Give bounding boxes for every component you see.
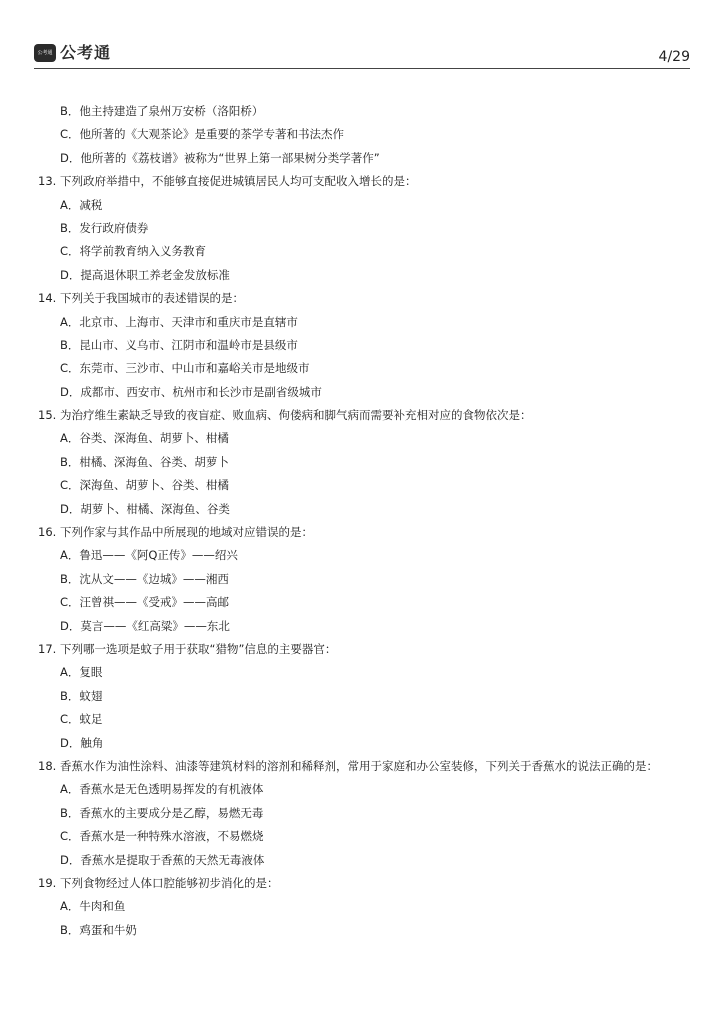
answer-option: B．他主持建造了泉州万安桥（洛阳桥） [60,104,264,118]
question-stem [38,642,688,665]
logo-badge: 公考通 [34,44,56,62]
question-number: 15. [38,408,57,423]
question-list [38,104,688,946]
question-stem [38,525,688,548]
answer-option: C．香蕉水是一种特殊水溶液，不易燃烧 [60,829,264,844]
answer-option: D．成都市、西安市、杭州市和长沙市是副省级城市 [60,384,322,399]
answer-option: B．鸡蛋和牛奶 [60,922,137,937]
answer-option: B．香蕉水的主要成分是乙醇，易燃无毒 [60,805,264,820]
answer-option: A．北京市、上海市、天津市和重庆市是直辖市 [60,314,298,329]
question-number: 13. [38,174,57,189]
logo-text: 公考通 [60,43,112,62]
answer-option: A．鲁迅——《阿Q正传》——绍兴 [60,548,238,563]
answer-option: C．汪曾祺——《受戒》——高邮 [60,595,230,610]
answer-option: A．谷类、深海鱼、胡萝卜、柑橘 [60,431,229,446]
question-text: 下列哪一选项是蚊子用于获取“猎物”信息的主要器官： [60,641,337,656]
question-number: 14. [38,291,57,306]
answer-option: B．昆山市、义乌市、江阴市和温岭市是县级市 [60,337,298,352]
question-text: 下列食物经过人体口腔能够初步消化的是： [60,875,279,890]
answer-option: B．沈从文——《边城》——湘西 [60,571,229,586]
question-text: 下列关于我国城市的表述错误的是： [60,291,244,306]
answer-option: A．复眼 [60,665,103,680]
answer-option: D．香蕉水是提取于香蕉的天然无毒液体 [60,852,265,867]
answer-option: C．深海鱼、胡萝卜、谷类、柑橘 [60,478,230,493]
question-number: 17. [38,641,57,656]
answer-option: D．他所著的《荔枝谱》被称为“世界上第一部果树分类学著作” [60,150,380,165]
answer-option: C．他所著的《大观茶论》是重要的茶学专著和书法杰作 [60,127,345,142]
question-text: 下列作家与其作品中所展现的地域对应错误的是： [60,525,313,540]
answer-option: D．提高退休职工养老金发放标准 [60,267,230,282]
question-stem [38,174,688,197]
page-header [34,42,690,68]
question-number: 16. [38,525,57,540]
question-text: 为治疗维生素缺乏导致的夜盲症、败血病、佝偻病和脚气病而需要补充相对应的食物依次是： [60,408,532,423]
answer-option: B．蚊翅 [60,688,103,703]
question-number: 18. [38,758,57,773]
header-divider [34,68,690,69]
answer-option: C．蚊足 [60,712,103,727]
answer-option: A．香蕉水是无色透明易挥发的有机液体 [60,782,264,797]
question-stem [38,876,688,899]
question-stem [38,408,688,431]
question-number: 19. [38,875,57,890]
answer-option: C．将学前教育纳入义务教育 [60,244,207,259]
answer-option: B．柑橘、深海鱼、谷类、胡萝卜 [60,454,229,469]
question-stem [38,759,688,782]
answer-option: B．发行政府债券 [60,220,149,235]
answer-option: A．牛肉和鱼 [60,899,126,914]
question-text: 下列政府举措中，不能够直接促进城镇居民人均可支配收入增长的是： [60,174,417,189]
answer-option: D．胡萝卜、柑橘、深海鱼、谷类 [60,501,230,516]
answer-option: C．东莞市、三沙市、中山市和嘉峪关市是地级市 [60,361,310,376]
question-stem [38,291,688,314]
answer-option: D．触角 [60,735,104,750]
page-number: 4/29 [658,49,690,65]
question-text: 香蕉水作为油性涂料、油漆等建筑材料的溶剂和稀释剂，常用于家庭和办公室装修，下列关于香蕉水的说法正确的是： [60,758,658,773]
answer-option: A．减税 [60,197,103,212]
answer-option: D．莫言——《红高粱》——东北 [60,618,230,633]
